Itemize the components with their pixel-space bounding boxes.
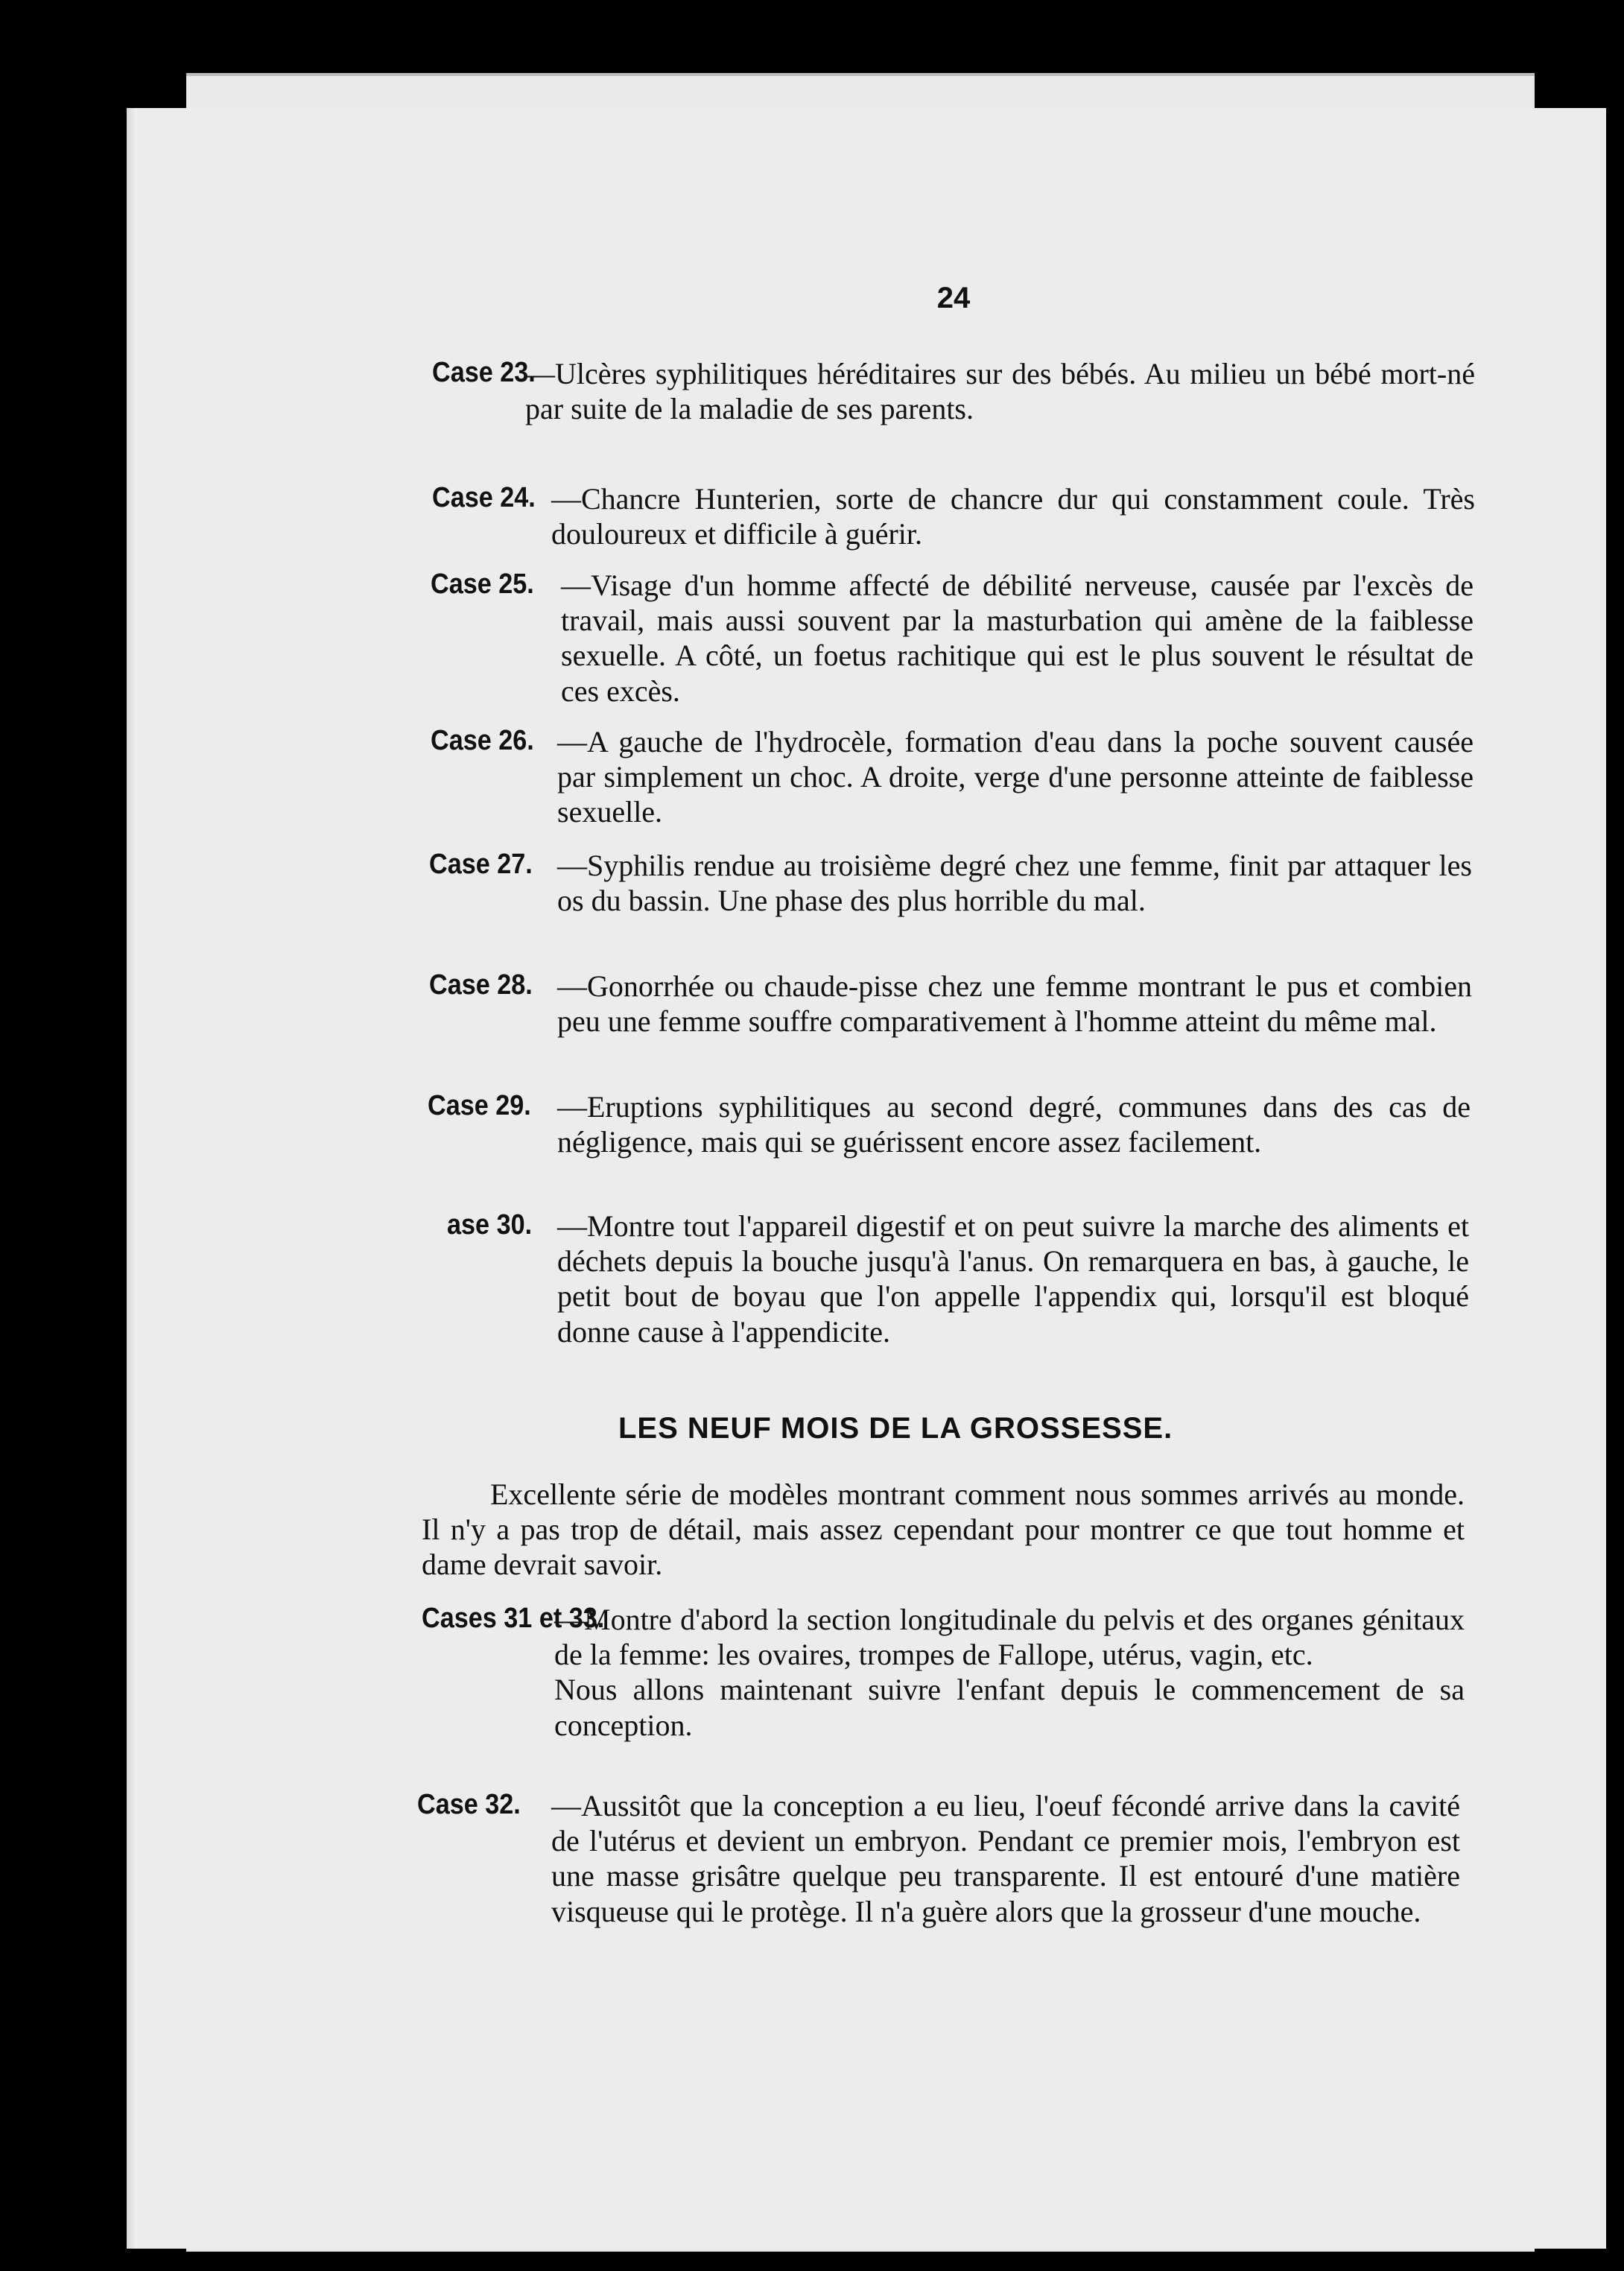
case-label: Case 25. bbox=[431, 568, 534, 600]
case-label: Case 27. bbox=[429, 849, 533, 880]
case-entry bbox=[432, 356, 1475, 426]
case-text-content: —Montre tout l'appareil digestif et on peut suivre la marche des aliments et déchets depuis la bouche jusqu'à l'anus. On remarquera en bas, à gauche, le petit bout de boyau que l'on appelle l'appendix qui, lorsqu'il est bloqué donne cause à l'appendicite. bbox=[557, 1209, 1469, 1349]
section-heading: LES NEUF MOIS DE LA GROSSESSE. bbox=[618, 1412, 1173, 1445]
case-label: Case 28. bbox=[429, 969, 533, 1001]
case-text-content: —Chancre Hunterien, sorte de chancre dur qui constamment coule. Très douloureux et difficile à guérir. bbox=[551, 482, 1475, 551]
case-text-content: —Aussitôt que la conception a eu lieu, l'oeuf fécondé arrive dans la cavité de l'utérus et devient un embryon. Pendant ce premier mois, l'embryon est une masse grisâtre quelque peu transparente. Il est entouré d'une matière visqueuse qui le protège. Il n'a guère alors que la grosseur d'une mouche. bbox=[551, 1789, 1460, 1928]
case-label: Case 24. bbox=[432, 482, 536, 513]
case-entry bbox=[432, 481, 1475, 551]
intro-text: Excellente série de modèles montrant comment nous sommes arrivés au monde. Il n'y a pas trop de détail, mais assez cependant pour montrer ce que tout homme et dame devrait savoir. bbox=[422, 1477, 1465, 1582]
case-text bbox=[431, 724, 1474, 830]
page-number: 24 bbox=[936, 282, 971, 314]
case-label: Case 23. bbox=[432, 357, 536, 388]
case-label: Case 32. bbox=[417, 1789, 521, 1820]
case-text: —Ulcères syphilitiques héréditaires sur des bébés. Au milieu un bébé mort-né par suite de la maladie de ses parents. bbox=[525, 357, 1475, 426]
case-text bbox=[428, 1089, 1471, 1159]
case-text bbox=[432, 481, 1475, 551]
case-text bbox=[447, 1209, 1469, 1349]
case-entry bbox=[431, 568, 1474, 709]
case-text-content: —Visage d'un homme affecté de débilité nerveuse, causée par l'excès de travail, mais aussi souvent par la masturbation qui amène de la faiblesse sexuelle. A côté, un foetus rachitique qui est le plus souvent le résultat de ces excès. bbox=[561, 568, 1474, 708]
case-text bbox=[429, 848, 1472, 918]
case-entry bbox=[447, 1209, 1469, 1349]
case-text bbox=[431, 568, 1474, 709]
case-label: Cases 31 et 33. bbox=[422, 1603, 605, 1634]
case-entry bbox=[429, 848, 1472, 918]
case-entry bbox=[431, 724, 1474, 830]
case-label: ase 30. bbox=[447, 1209, 533, 1241]
case-entry bbox=[429, 969, 1472, 1039]
case-text bbox=[417, 1788, 1460, 1929]
page-left-edge bbox=[127, 108, 137, 2249]
case-text-content: —Montre d'abord la section longitudinale du pelvis et des organes génitaux de la femme: les ovaires, trompes de Fallope, utérus, vagin, etc. bbox=[554, 1603, 1465, 1672]
case-text-content: —Syphilis rendue au troisième degré chez une femme, finit par attaquer les os du bassin. Une phase des plus horrible du mal. bbox=[557, 849, 1472, 918]
case-entry bbox=[428, 1089, 1471, 1159]
case-text-content: —Eruptions syphilitiques au second degré, communes dans des cas de négligence, mais qui se guérissent encore assez facilement. bbox=[557, 1090, 1471, 1159]
case-text-continuation: Nous allons maintenant suivre l'enfant depuis le commencement de sa conception. bbox=[554, 1673, 1465, 1742]
case-label: Case 26. bbox=[431, 725, 534, 756]
case-label: Case 29. bbox=[428, 1090, 531, 1121]
case-text-content: —A gauche de l'hydrocèle, formation d'eau dans la poche souvent causée par simplement un choc. A droite, verge d'une personne atteinte de faiblesse sexuelle. bbox=[557, 725, 1474, 829]
case-entry bbox=[422, 1602, 1465, 1743]
case-entry bbox=[417, 1788, 1460, 1929]
case-text-content: —Gonorrhée ou chaude-pisse chez une femme montrant le pus et combien peu une femme souffre comparativement à l'homme atteint du même mal. bbox=[557, 969, 1472, 1039]
intro-paragraph bbox=[422, 1477, 1465, 1583]
case-text bbox=[429, 969, 1472, 1039]
